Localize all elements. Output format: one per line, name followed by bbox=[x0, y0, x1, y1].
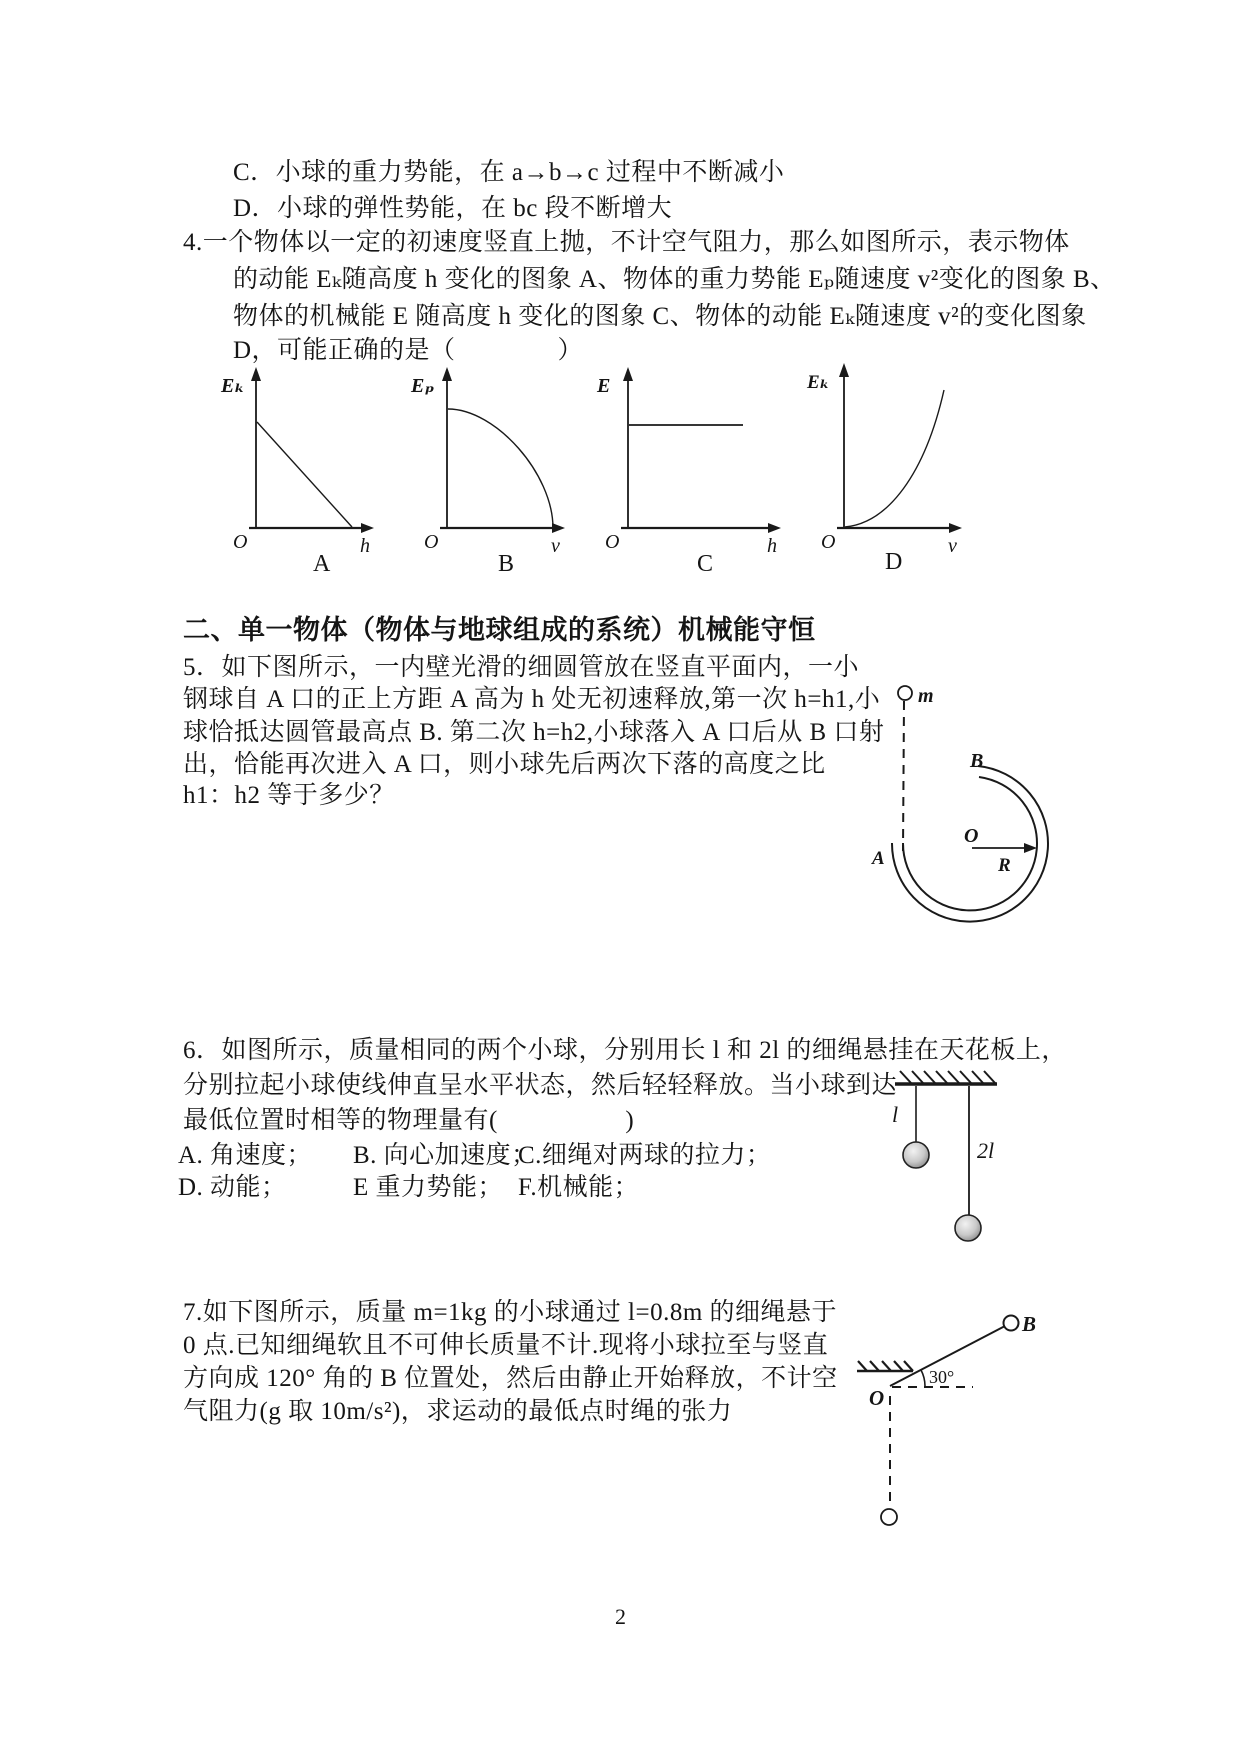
graph-a-letter: A bbox=[313, 551, 331, 577]
q5-label-a: A bbox=[872, 848, 885, 869]
graph-a-x-arrow-icon bbox=[361, 523, 374, 533]
q6-option-b: B. 向心加速度； bbox=[353, 1142, 537, 1169]
option-line-c: C．小球的重力势能，在 a→b→c 过程中不断减小 bbox=[233, 159, 785, 186]
q6-option-f: F.机械能； bbox=[518, 1174, 640, 1201]
graph-a-data-line bbox=[257, 422, 352, 527]
graph-a bbox=[215, 362, 385, 577]
option-line-d: D．小球的弹性势能，在 bc 段不断增大 bbox=[233, 195, 673, 222]
q6-option-c: C.细绳对两球的拉力； bbox=[518, 1142, 772, 1169]
angle-label: 30° bbox=[929, 1367, 955, 1387]
q4-line-3: 物体的机械能 E 随高度 h 变化的图象 C、物体的动能 Eₖ随速度 v²的变化图象 bbox=[233, 303, 1087, 330]
section-heading: 二、单一物体（物体与地球组成的系统）机械能守恒 bbox=[183, 615, 816, 645]
q4-line-4: D，可能正确的是（ ） bbox=[233, 337, 584, 364]
graph-d-x-arrow-icon bbox=[949, 523, 962, 533]
graph-d-origin-label: O bbox=[821, 531, 836, 553]
pivot-hatch-icon bbox=[858, 1361, 913, 1371]
q5-line-3: 球恰抵达圆管最高点 B. 第二次 h=h2,小球落入 A 口后从 B 口射 bbox=[183, 719, 885, 746]
q5-mass-label: m bbox=[918, 685, 934, 707]
q5-label-b: B bbox=[970, 750, 984, 772]
q6-option-e: E 重力势能； bbox=[353, 1174, 504, 1201]
graph-c-y-arrow-icon bbox=[623, 367, 633, 381]
graph-b-ylabel: Eₚ bbox=[411, 375, 435, 397]
q7-line-2: 0 点.已知细绳软且不可伸长质量不计.现将小球拉至与竖直 bbox=[183, 1332, 829, 1359]
graph-a-y-arrow-icon bbox=[251, 367, 261, 381]
graph-c bbox=[587, 362, 802, 577]
pendulum-ball-short-icon bbox=[903, 1142, 929, 1168]
ball-lowest-icon bbox=[881, 1509, 897, 1525]
graph-d bbox=[803, 362, 973, 577]
graph-d-xlabel: v bbox=[948, 535, 957, 557]
ball-m-icon bbox=[898, 686, 912, 700]
ball-b-icon bbox=[1004, 1316, 1019, 1331]
graph-c-x-arrow-icon bbox=[768, 523, 781, 533]
graph-c-origin-label: O bbox=[605, 531, 620, 553]
graph-a-xlabel: h bbox=[360, 535, 370, 557]
q5-label-r: R bbox=[998, 855, 1011, 876]
q6-line-2: 分别拉起小球使线伸直呈水平状态，然后轻轻释放。当小球到达 bbox=[183, 1072, 898, 1099]
q7-label-o: O bbox=[869, 1386, 885, 1410]
q7-line-1: 7.如下图所示，质量 m=1kg 的小球通过 l=0.8m 的细绳悬于 bbox=[183, 1299, 838, 1326]
ceiling-hatch-icon bbox=[900, 1071, 995, 1083]
q4-line-2: 的动能 Eₖ随高度 h 变化的图象 A、物体的重力势能 Eₚ随速度 v²变化的图象 B、 bbox=[233, 266, 1116, 293]
q6-option-a: A. 角速度； bbox=[178, 1142, 313, 1169]
q6-line-3: 最低位置时相等的物理量有( ) bbox=[183, 1107, 635, 1134]
graph-d-letter: D bbox=[885, 549, 903, 575]
graph-d-y-arrow-icon bbox=[839, 363, 849, 377]
q5-diagram bbox=[860, 675, 1060, 935]
pendulum-ball-long-icon bbox=[955, 1215, 981, 1241]
q6-length-l-label: l bbox=[892, 1102, 899, 1127]
page-number: 2 bbox=[615, 1604, 626, 1629]
graph-d-data-curve bbox=[845, 390, 944, 527]
q7-diagram bbox=[845, 1295, 1055, 1530]
q7-line-4: 气阻力(g 取 10m/s²)，求运动的最低点时绳的张力 bbox=[183, 1398, 733, 1425]
q6-option-d: D. 动能； bbox=[178, 1174, 287, 1201]
q6-length-2l-label: 2l bbox=[977, 1138, 995, 1163]
q6-diagram bbox=[880, 1065, 1020, 1250]
q7-line-3: 方向成 120° 角的 B 位置处，然后由静止开始释放，不计空 bbox=[183, 1365, 838, 1392]
graph-c-ylabel: E bbox=[597, 375, 611, 397]
graph-d-ylabel: Eₖ bbox=[807, 372, 830, 393]
q5-line-2: 钢球自 A 口的正上方距 A 高为 h 处无初速释放,第一次 h=h1,小 bbox=[183, 686, 881, 713]
q5-label-o: O bbox=[964, 825, 979, 847]
graph-b-origin-label: O bbox=[424, 531, 439, 553]
q5-line-5: h1：h2 等于多少？ bbox=[183, 782, 395, 809]
q4-line-1: 4.一个物体以一定的初速度竖直上抛，不计空气阻力，那么如图所示，表示物体 bbox=[183, 229, 1070, 256]
graph-b-x-arrow-icon bbox=[552, 523, 565, 533]
q5-line-1: 5．如下图所示，一内壁光滑的细圆管放在竖直平面内，一小 bbox=[183, 654, 860, 681]
graph-b-xlabel: v bbox=[551, 535, 560, 557]
radius-arrowhead-icon bbox=[1024, 843, 1037, 853]
angle-arc bbox=[921, 1370, 925, 1386]
graph-c-letter: C bbox=[697, 551, 714, 577]
graph-a-origin-label: O bbox=[233, 531, 248, 553]
graph-b-letter: B bbox=[498, 551, 515, 577]
q6-line-1: 6．如图所示，质量相同的两个小球，分别用长 l 和 2l 的细绳悬挂在天花板上， bbox=[183, 1037, 1067, 1064]
graph-b bbox=[406, 362, 576, 577]
q5-line-4: 出，恰能再次进入 A 口，则小球先后两次下落的高度之比 bbox=[183, 751, 826, 778]
graph-c-xlabel: h bbox=[767, 535, 777, 557]
q7-label-b: B bbox=[1022, 1312, 1037, 1336]
graph-a-ylabel: Eₖ bbox=[221, 375, 245, 397]
drop-path-dashed-line bbox=[903, 701, 904, 851]
graph-b-data-curve bbox=[448, 409, 553, 528]
graph-b-y-arrow-icon bbox=[442, 367, 452, 381]
